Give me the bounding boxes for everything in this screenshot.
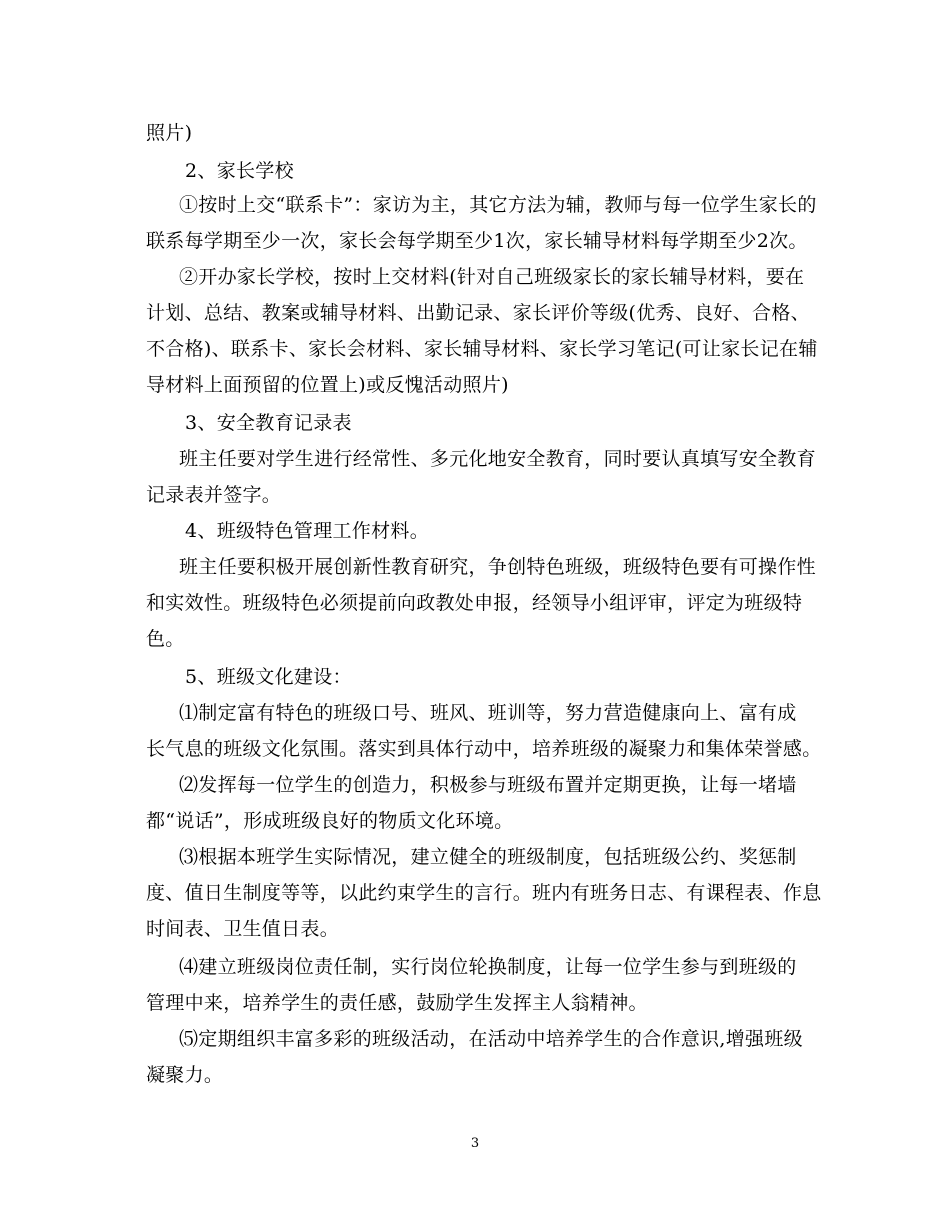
text-line-20: 都“说话”，形成班级良好的物质文化环境。	[146, 810, 514, 832]
section-heading-4: 4、班级特色管理工作材料。	[185, 520, 429, 542]
text-line-3: ①按时上交“联系卡”：家访为主，其它方法为辅，教师与每一位学生家长的	[179, 194, 817, 216]
text-line-13: 班主任要积极开展创新性教育研究，争创特色班级，班级特色要有可操作性	[179, 556, 816, 578]
text-line-5: ②开办家长学校，按时上交材料(针对自己班级家长的家长辅导材料，要在	[179, 266, 805, 288]
text-line-4: 联系每学期至少一次，家长会每学期至少1次，家长辅导材料每学期至少2次。	[146, 230, 808, 252]
text-line-19: ⑵发挥每一位学生的创造力，积极参与班级布置并定期更换，让每一堵墙	[179, 774, 797, 796]
text-line-7: 不合格)、联系卡、家长会材料、家长辅导材料、家长学习笔记(可让家长记在辅	[146, 338, 818, 360]
text-line-21: ⑶根据本班学生实际情况，建立健全的班级制度，包括班级公约、奖惩制	[179, 846, 797, 868]
text-line-26: ⑸定期组织丰富多彩的班级活动，在活动中培养学生的合作意识,增强班级	[179, 1028, 803, 1050]
text-line-1: 照片)	[146, 122, 193, 144]
section-heading-3: 3、安全教育记录表	[185, 412, 352, 434]
page-number: 3	[470, 1136, 480, 1151]
text-line-17: ⑴制定富有特色的班级口号、班风、班训等，努力营造健康向上、富有成	[179, 702, 797, 724]
text-line-22: 度、值日生制度等等，以此约束学生的言行。班内有班务日志、有课程表、作息	[146, 882, 822, 904]
section-heading-5: 5、班级文化建设：	[185, 666, 352, 688]
text-line-25: 管理中来，培养学生的责任感，鼓励学生发挥主人翁精神。	[146, 992, 648, 1014]
text-line-15: 色。	[146, 628, 185, 650]
text-line-18: 长气息的班级文化氛围。落实到具体行动中，培养班级的凝聚力和集体荣誉感。	[146, 738, 822, 760]
text-line-14: 和实效性。班级特色必须提前向政教处申报，经领导小组评审，评定为班级特	[146, 592, 803, 614]
text-line-24: ⑷建立班级岗位责任制，实行岗位轮换制度，让每一位学生参与到班级的	[179, 956, 797, 978]
text-line-11: 记录表并签字。	[146, 484, 282, 506]
text-line-8: 导材料上面预留的位置上)或反愧活动照片)	[146, 374, 509, 396]
text-line-23: 时间表、卫生值日表。	[146, 918, 340, 940]
text-line-6: 计划、总结、教案或辅导材料、出勤记录、家长评价等级(优秀、良好、合格、	[146, 302, 810, 324]
text-line-27: 凝聚力。	[146, 1064, 224, 1086]
text-line-10: 班主任要对学生进行经常性、多元化地安全教育，同时要认真填写安全教育	[179, 448, 816, 470]
section-heading-2: 2、家长学校	[185, 160, 294, 182]
